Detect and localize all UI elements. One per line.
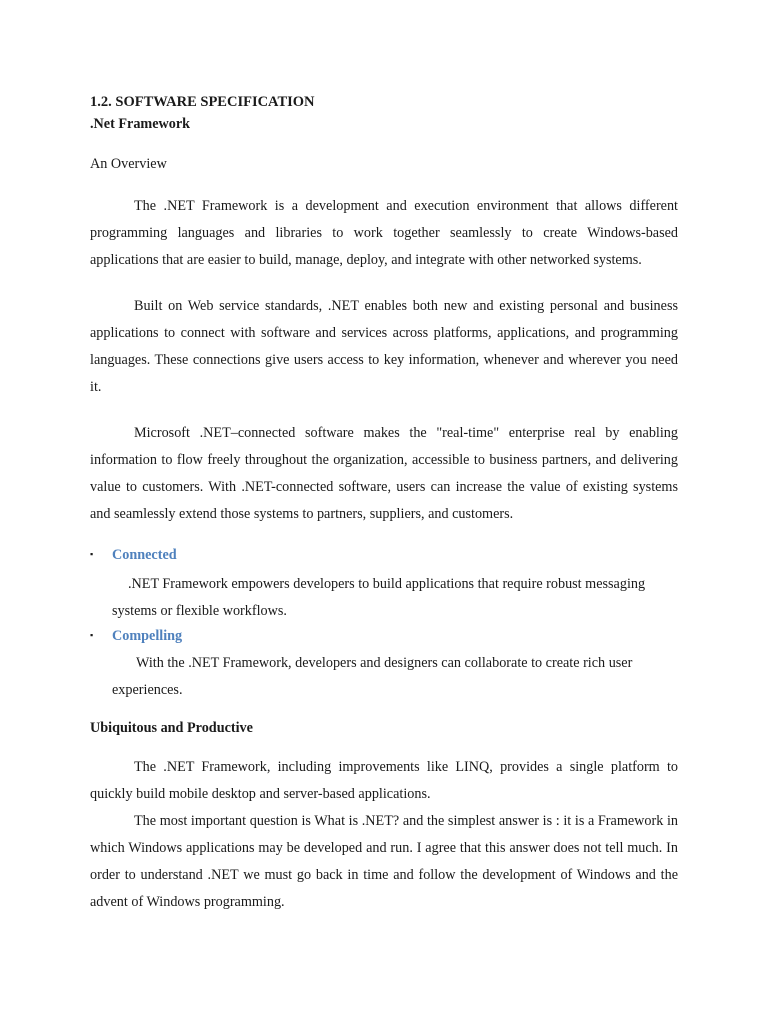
paragraph: The most important question is What is .NET? and the simplest answer is : it is a Framework in which Windows applications may be developed and run. I agree that this answer does not tell much. In order to understand .NET we must go back in time and follow the development of Windows and the advent of Windows programming. (90, 813, 678, 910)
bullet-title: Connected (112, 547, 177, 563)
document-body (90, 92, 678, 916)
bullet-body: With the .NET Framework, developers and designers can collaborate to create rich user experiences. (112, 655, 633, 698)
paragraph: The .NET Framework, including improvements like LINQ, provides a single platform to quickly build mobile desktop and server-based applications. (90, 759, 678, 802)
overview-label: An Overview (90, 156, 167, 172)
bullet-item (90, 544, 678, 625)
square-bullet-icon: ▪ (90, 549, 94, 559)
bullet-body: .NET Framework empowers developers to build applications that require robust messaging systems or flexible workflows. (112, 576, 646, 619)
bullet-row (90, 544, 678, 567)
bullet-list (90, 544, 678, 704)
bullet-row (90, 625, 678, 648)
section-heading: 1.2. SOFTWARE SPECIFICATION (90, 94, 315, 110)
subheading: .Net Framework (90, 116, 191, 132)
paragraph: The .NET Framework is a development and execution environment that allows different programming languages and libraries to work together seamlessly to create Windows-based applications that are easier to build, manage, deploy, and integrate with other networked systems. (90, 198, 678, 268)
paragraph: Microsoft .NET–connected software makes the "real-time" enterprise real by enabling information to flow freely throughout the organization, accessible to business partners, and delivering value to customers. With .NET-connected software, users can increase the value of existing systems and seamlessly extend those systems to partners, suppliers, and customers. (90, 425, 678, 522)
paragraph: Built on Web service standards, .NET enables both new and existing personal and business applications to connect with software and services across platforms, applications, and programming languages. These connections give users access to key information, whenever and wherever you need it. (90, 298, 678, 395)
bullet-title: Compelling (112, 628, 183, 644)
bullet-item (90, 625, 678, 704)
section2-heading: Ubiquitous and Productive (90, 720, 253, 736)
square-bullet-icon: ▪ (90, 630, 94, 640)
